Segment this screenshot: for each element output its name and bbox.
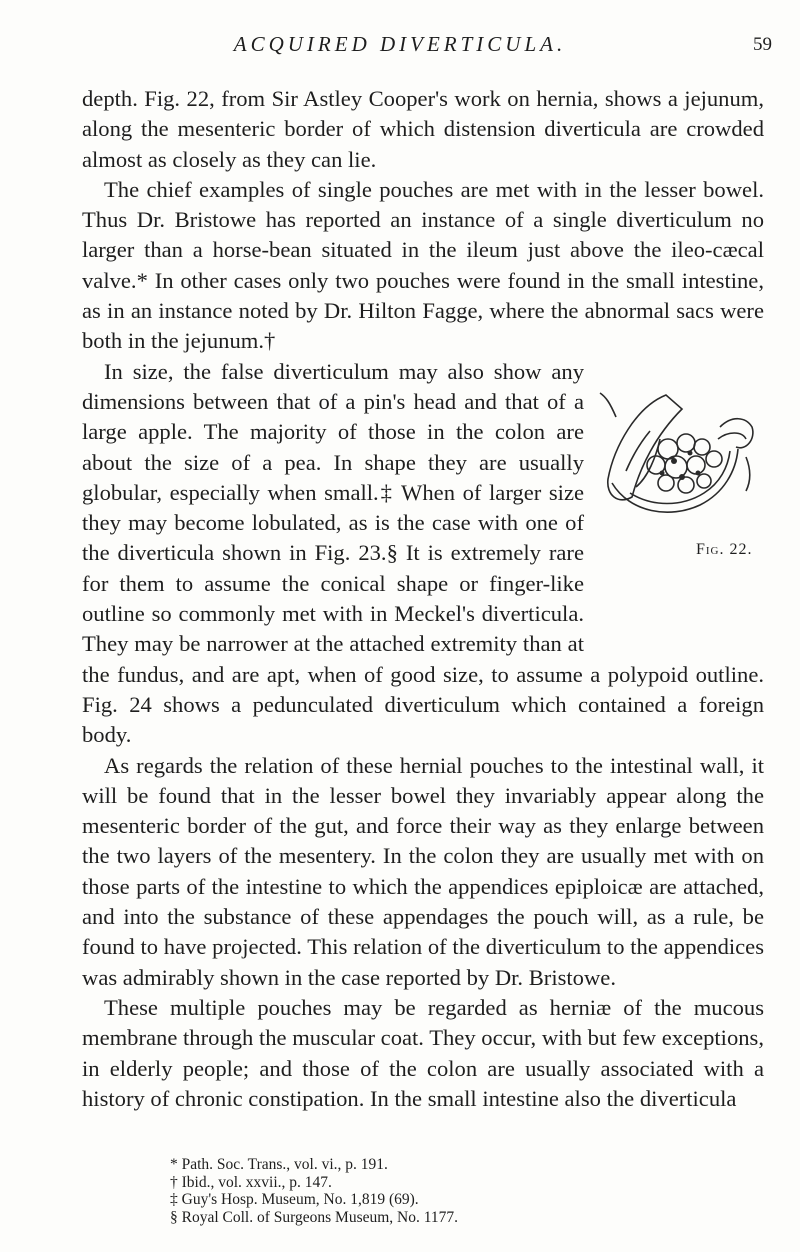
footnote-3: ‡ Guy's Hosp. Museum, No. 1,819 (69). (170, 1191, 419, 1208)
figure-22 (596, 367, 764, 649)
footnote-1: * Path. Soc. Trans., vol. vi., p. 191. (170, 1156, 388, 1173)
figure-caption: Fig. 22. (696, 540, 753, 558)
footnote-2: † Ibid., vol. xxvii., p. 147. (170, 1173, 332, 1191)
body-text (82, 84, 764, 1114)
running-head: ACQUIRED DIVERTICULA. (233, 32, 567, 56)
paragraph-4: As regards the relation of these hernial pouches to the intestinal wall, it will be found that in the lesser bowel they invariably appear along the mesenteric border of the gut, and force their way as they enlarge between the two layers of the mesentery. In the colon they are usually met with on those parts of the intestine to which the appendices epiploicæ are attached, and into the substance of these appendages the pouch will, as a rule, be found to have projected. This relation of the diverticulum to the appendices was admirably shown in the case reported by Dr. Bristowe. (82, 752, 764, 990)
footnotes (170, 1156, 730, 1226)
page-number: 59 (753, 34, 772, 55)
paragraph-1: depth. Fig. 22, from Sir Astley Cooper's work on hernia, shows a jejunum, along the mesenteric border of which distension diverticula are crowded almost as closely as they can lie. (82, 86, 764, 172)
jejunum-diverticula-illustration (596, 387, 756, 527)
paragraph-5: These multiple pouches may be regarded as herniæ of the mucous membrane through the muscular coat. They occur, with but few exceptions, in elderly people; and those of the colon are usually associated with a history of chronic constipation. In the small intestine also the diverticula (82, 994, 764, 1111)
paragraph-3: In size, the false diverticulum may also show any dimensions between that of a pin's head and that of a large apple. The majority of those in the colon are about the size of a pea. In shape they are usually globular, especially when small.‡ When of larger size they may become lobulated, as is the case with one of the diverticula shown in Fig. 23.§ It is extremely rare for them to assume the conical shape or finger-like outline so commonly met with in Meckel's diverticula. They may be narrower at the attached extremity than at the fundus, and are apt, when of good size, to assume a polypoid outline. Fig. 24 shows a pedunculated diverticulum which contained a foreign body. (82, 358, 764, 748)
paragraph-2: The chief examples of single pouches are met with in the lesser bowel. Thus Dr. Bristowe has reported an instance of a single diverticulum no larger than a horse-bean situated in the ileum just above the ileo-cæcal valve.* In other cases only two pouches were found in the small intestine, as in an instance noted by Dr. Hilton Fagge, where the abnormal sacs were both in the jejunum.† (82, 176, 764, 354)
footnote-4: § Royal Coll. of Surgeons Museum, No. 1177. (170, 1208, 459, 1226)
